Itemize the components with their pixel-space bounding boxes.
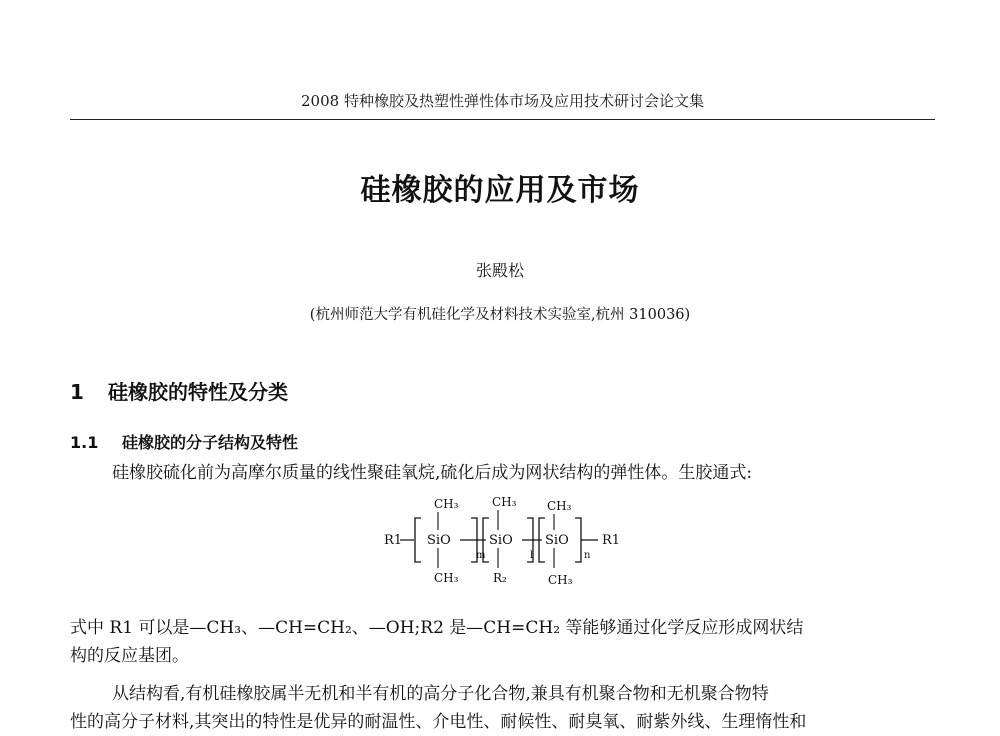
paper-title: 硅橡胶的应用及市场 [360,173,640,208]
section-1-1-heading [70,430,298,453]
formula-unit-1-top: CH₃ [434,497,459,511]
formula-unit-3-top: CH₃ [547,499,572,513]
paragraph-2-line-1: 式中 R1 可以是—CH₃、—CH=CH₂、—OH;R2 是—CH=CH₂ 等能够通过化学反应形成网状结 [70,618,804,638]
formula-unit-1-center: SiO [427,533,451,548]
section-1-1-number: 1.1 [70,433,99,452]
silicone-formula [370,486,640,591]
formula-end-group-right: R1 [602,533,621,548]
section-1-heading [70,376,288,405]
formula-unit-1-subscript: m [476,550,486,561]
section-1-title: 硅橡胶的特性及分类 [108,380,288,404]
formula-unit-3 [539,499,591,587]
paper-author: 张殿松 [475,261,524,280]
formula-unit-1 [415,497,486,585]
section-1-1-title: 硅橡胶的分子结构及特性 [122,433,299,452]
paragraph-2-line-2: 构的反应基团。 [70,646,189,666]
formula-unit-2-center: SiO [489,533,513,548]
paragraph-3-line-1: 从结构看,有机硅橡胶属半无机和半有机的高分子化合物,兼具有机聚合物和无机聚合物特 [112,684,769,704]
paragraph-1: 硅橡胶硫化前为高摩尔质量的线性聚硅氧烷,硫化后成为网状结构的弹性体。生胶通式: [112,463,753,483]
formula-unit-2-top: CH₃ [492,495,517,509]
formula-unit-3-center: SiO [545,533,569,548]
formula-end-group-left: R1 [384,533,403,548]
paper-affiliation: (杭州师范大学有机硅化学及材料技术实验室,杭州 310036) [309,307,691,323]
formula-unit-2-bottom: R₂ [493,571,507,585]
formula-unit-1-bottom: CH₃ [434,571,459,585]
paragraph-3-line-2: 性的高分子材料,其突出的特性是优异的耐温性、介电性、耐候性、耐臭氧、耐紫外线、生理惰性和 [70,712,807,732]
formula-unit-2-subscript: l [530,550,534,561]
proceedings-header: 2008 特种橡胶及热塑性弹性体市场及应用技术研讨会论文集 [301,92,704,110]
formula-unit-3-bottom: CH₃ [548,573,573,587]
section-1-number: 1 [70,380,84,404]
formula-unit-3-subscript: n [584,550,591,561]
header-rule [70,119,935,120]
